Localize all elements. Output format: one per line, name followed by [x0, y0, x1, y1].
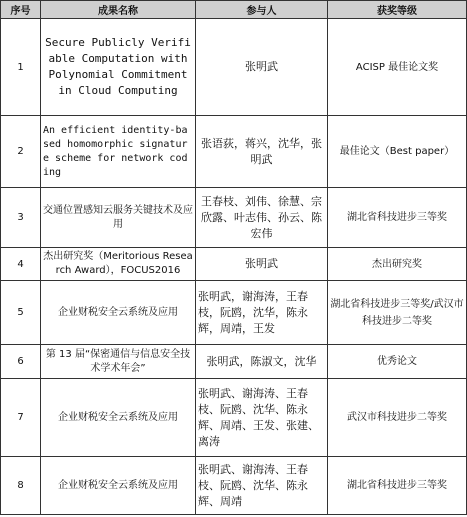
row-award: 湖北省科技进步三等奖/武汉市科技进步二等奖 — [328, 281, 467, 345]
row-title: 第 13 届“保密通信与信息安全技术学术年会” — [41, 345, 196, 379]
table-row — [1, 281, 467, 345]
row-people: 张明武，谢海涛，王春枝，阮鸥，沈华，陈永辉，周靖，王发 — [196, 281, 328, 345]
row-people: 王春枝、刘伟、徐慧、宗欣露、叶志伟、孙云、陈宏伟 — [196, 188, 328, 248]
table-header — [1, 1, 467, 19]
row-title: 企业财税安全云系统及应用 — [41, 457, 196, 515]
row-no: 1 — [1, 19, 41, 116]
table-body — [1, 19, 467, 515]
header-no: 序号 — [1, 1, 41, 19]
table-row — [1, 345, 467, 379]
row-award: 湖北省科技进步三等奖 — [328, 457, 467, 515]
row-award: 最佳论文（Best paper） — [328, 116, 467, 188]
table-row — [1, 379, 467, 457]
row-title: An efficient identity-based homomorphic signature scheme for network coding — [41, 116, 196, 188]
row-no: 4 — [1, 248, 41, 281]
row-no: 2 — [1, 116, 41, 188]
row-no: 7 — [1, 379, 41, 457]
row-award: 湖北省科技进步三等奖 — [328, 188, 467, 248]
header-people: 参与人 — [196, 1, 328, 19]
row-title: 杰出研究奖（Meritorious Research Award），FOCUS2016 — [41, 248, 196, 281]
row-people: 张明武，陈淑文，沈华 — [196, 345, 328, 379]
table-row — [1, 457, 467, 515]
row-people: 张明武、谢海涛、王春枝、阮鸥、沈华、陈永辉、周靖 — [196, 457, 328, 515]
header-award: 获奖等级 — [328, 1, 467, 19]
row-people: 张明武 — [196, 248, 328, 281]
table-row — [1, 19, 467, 116]
row-no: 8 — [1, 457, 41, 515]
row-no: 6 — [1, 345, 41, 379]
row-people: 张明武 — [196, 19, 328, 116]
row-no: 3 — [1, 188, 41, 248]
table-row — [1, 188, 467, 248]
row-award: 优秀论文 — [328, 345, 467, 379]
row-title: 企业财税安全云系统及应用 — [41, 379, 196, 457]
row-title: 交通位置感知云服务关键技术及应用 — [41, 188, 196, 248]
row-award: ACISP 最佳论文奖 — [328, 19, 467, 116]
row-title: 企业财税安全云系统及应用 — [41, 281, 196, 345]
table-row — [1, 116, 467, 188]
row-title: Secure Publicly Verifiable Computation with Polynomial Commitment in Cloud Computing — [41, 19, 196, 116]
header-row — [1, 1, 467, 19]
row-people: 张明武、谢海涛、王春枝、阮鸥、沈华、陈永辉、周靖、王发、张建、离涛 — [196, 379, 328, 457]
row-no: 5 — [1, 281, 41, 345]
table-row — [1, 248, 467, 281]
header-title: 成果名称 — [41, 1, 196, 19]
row-award: 武汉市科技进步二等奖 — [328, 379, 467, 457]
row-award: 杰出研究奖 — [328, 248, 467, 281]
row-people: 张语荻，蒋兴，沈华，张明武 — [196, 116, 328, 188]
